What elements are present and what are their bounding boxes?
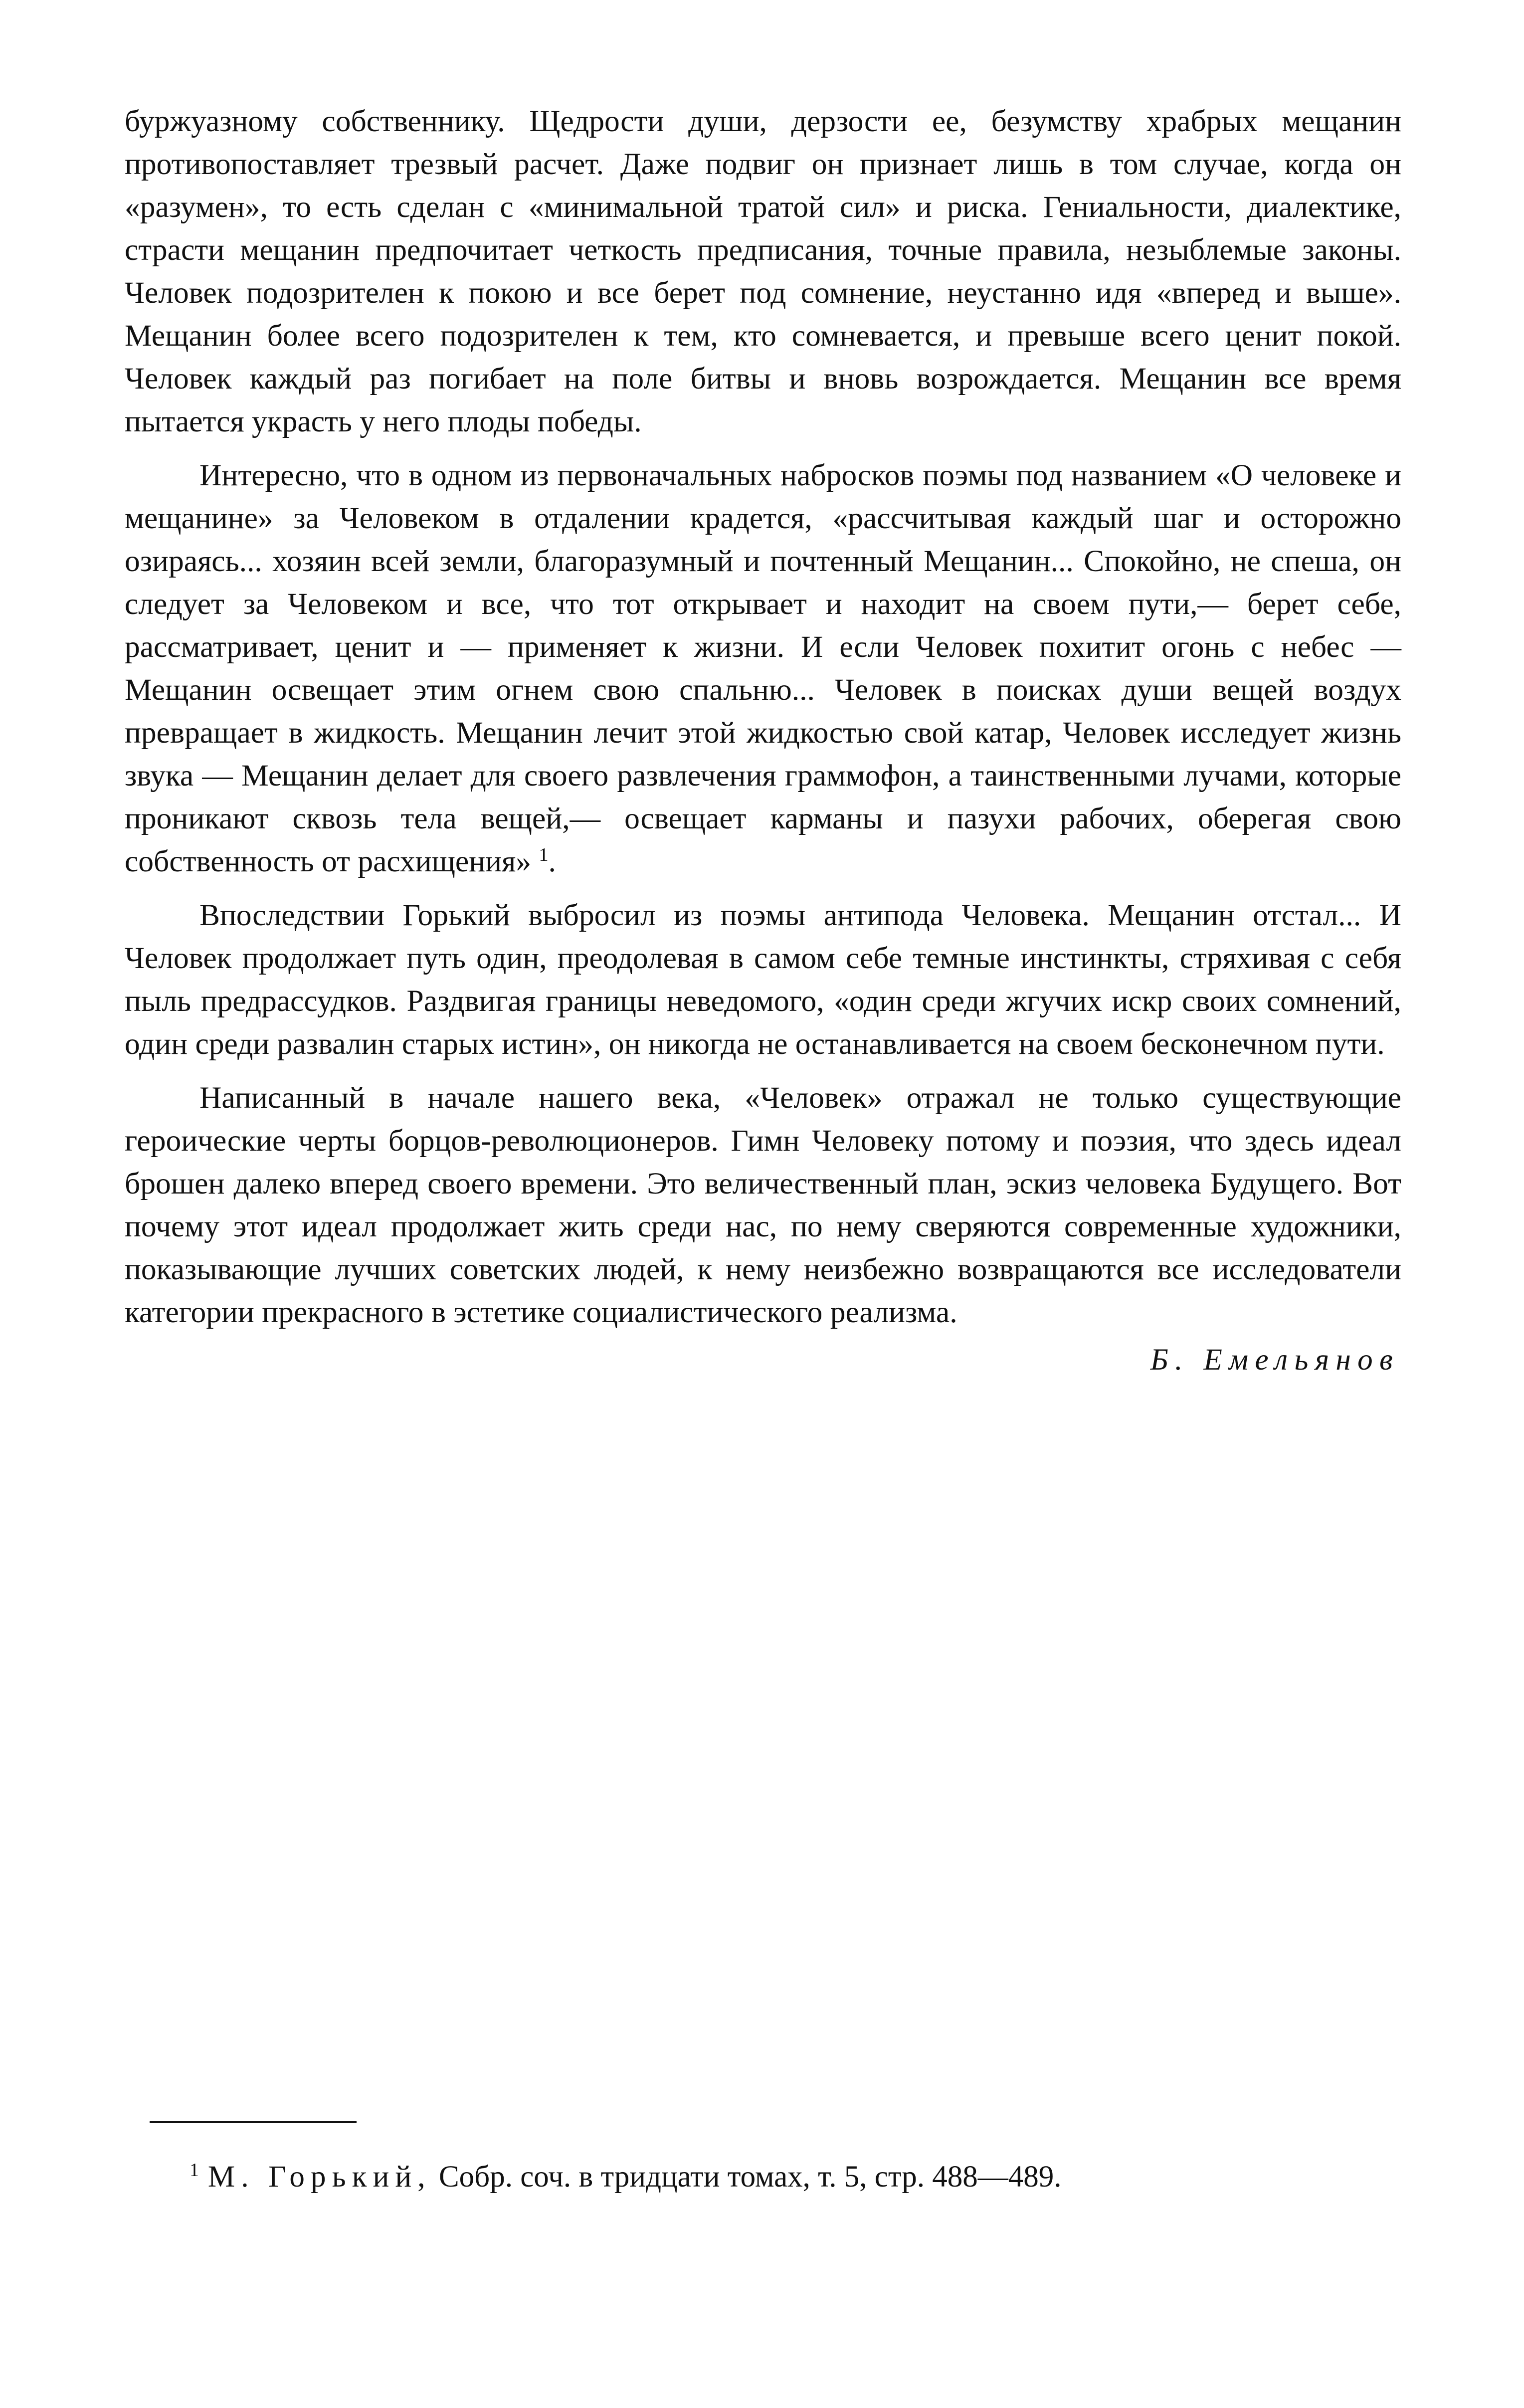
- paragraph-4: [125, 1076, 1401, 1334]
- footnote-divider: [150, 2121, 357, 2123]
- paragraph-2: Интересно, что в одном из первоначальных набросков поэмы под названием «О человеке и мещанине» за Человеком в отдалении крадется, «рассчитывая каждый шаг и осторожно озираясь... хозяин всей земли, благоразумный и почтенный Мещанин... Спокойно, не спеша, он следует за Человеком и все, что тот открывает и находит на своем пути,— берет себе, рассматривает, ценит и — применяет к жизни. И если Человек похитит огонь с небес — Мещанин освещает этим огнем свою спальню... Человек в поисках души вещей воздух превращает в жидкость. Мещанин лечит этой жидкостью свой катар, Человек исследует жизнь звука — Мещанин делает для своего развлечения граммофон, а таинственными лучами, которые проникают сквозь тела вещей,— освещает карманы и пазухи рабочих, оберегая свою собственность от расхищения» $^1$.: [125, 458, 1401, 878]
- paragraph-1-text: буржуазному собственнику. Щедрости души, дерзости ее, безумству храбрых мещанин противопоставляет трезвый расчет. Даже подвиг он признает лишь в том случае, когда он «разумен», то есть сделан с «минимальной тратой сил» и риска. Гениальности, диалектике, страсти мещанин предпочитает четкость предписания, точные правила, незыблемые законы. Человек подозрителен к покою и все берет под сомнение, неустанно идя «вперед и выше». Мещанин более всего подозрителен к тем, кто сомневается, и превыше всего ценит покой. Человек каждый раз погибает на поле битвы и вновь возрождается. Мещанин все время пытается украсть у него плоды победы.: [125, 104, 1401, 438]
- author-signature: Б. Емельянов: [1150, 1343, 1399, 1377]
- paragraph-1: [125, 100, 1401, 443]
- footnote: [190, 2157, 1401, 2197]
- paragraph-4-text: Написанный в начале нашего века, «Человек» отражал не только существующие героические черты борцов-революционеров. Гимн Человеку потому и поэзия, что здесь идеал брошен далеко вперед своего времени. Это величественный план, эскиз человека Будущего. Вот почему этот идеал продолжает жить среди нас, по нему сверяются современные художники, показывающие лучших советских людей, к нему неизбежно возвращаются все исследователи категории прекрасного в эстетике социалистического реализма.: [125, 1081, 1401, 1329]
- paragraph-3: [125, 894, 1401, 1065]
- paragraph-3-text: Впоследствии Горький выбросил из поэмы антипода Человека. Мещанин отстал... И Человек продолжает путь один, преодолевая в самом себе темные инстинкты, стряхивая с себя пыль предрассудков. Раздвигая границы неведомого, «один среди жгучих искр своих сомнений, один среди развалин старых истин», он никогда не останавливается на своем бесконечном пути.: [125, 898, 1401, 1061]
- article-body: [125, 100, 1401, 1378]
- footnote-text: Собр. соч. в тридцати томах, т. 5, стр. 488—489.: [439, 2160, 1062, 2194]
- footnote-reference: 1: [539, 844, 549, 866]
- footnote-author: М. Горький,: [207, 2160, 431, 2194]
- paragraph-2-text: Интересно, что в одном из первоначальных набросков поэмы под названием «О человеке и мещанине» за Человеком в отдалении крадется, «рассчитывая каждый шаг и осторожно озираясь... хозяин всей земли, благоразумный и почтенный Мещанин... Спокойно, не спеша, он следует за Человеком и все, что тот открывает и находит на своем пути,— берет себе, рассматривает, ценит и — применяет к жизни. И если Человек похитит огонь с небес — Мещанин освещает этим огнем свою спальню... Человек в поисках души вещей воздух превращает в жидкость. Мещанин лечит этой жидкостью свой катар, Человек исследует жизнь звука — Мещанин делает для своего развлечения граммофон, а таинственными лучами, которые проникают сквозь тела вещей,— освещает карманы и пазухи рабочих, оберегая свою собственность от расхищения»: [125, 458, 1401, 878]
- footnote-mark: 1: [190, 2160, 199, 2181]
